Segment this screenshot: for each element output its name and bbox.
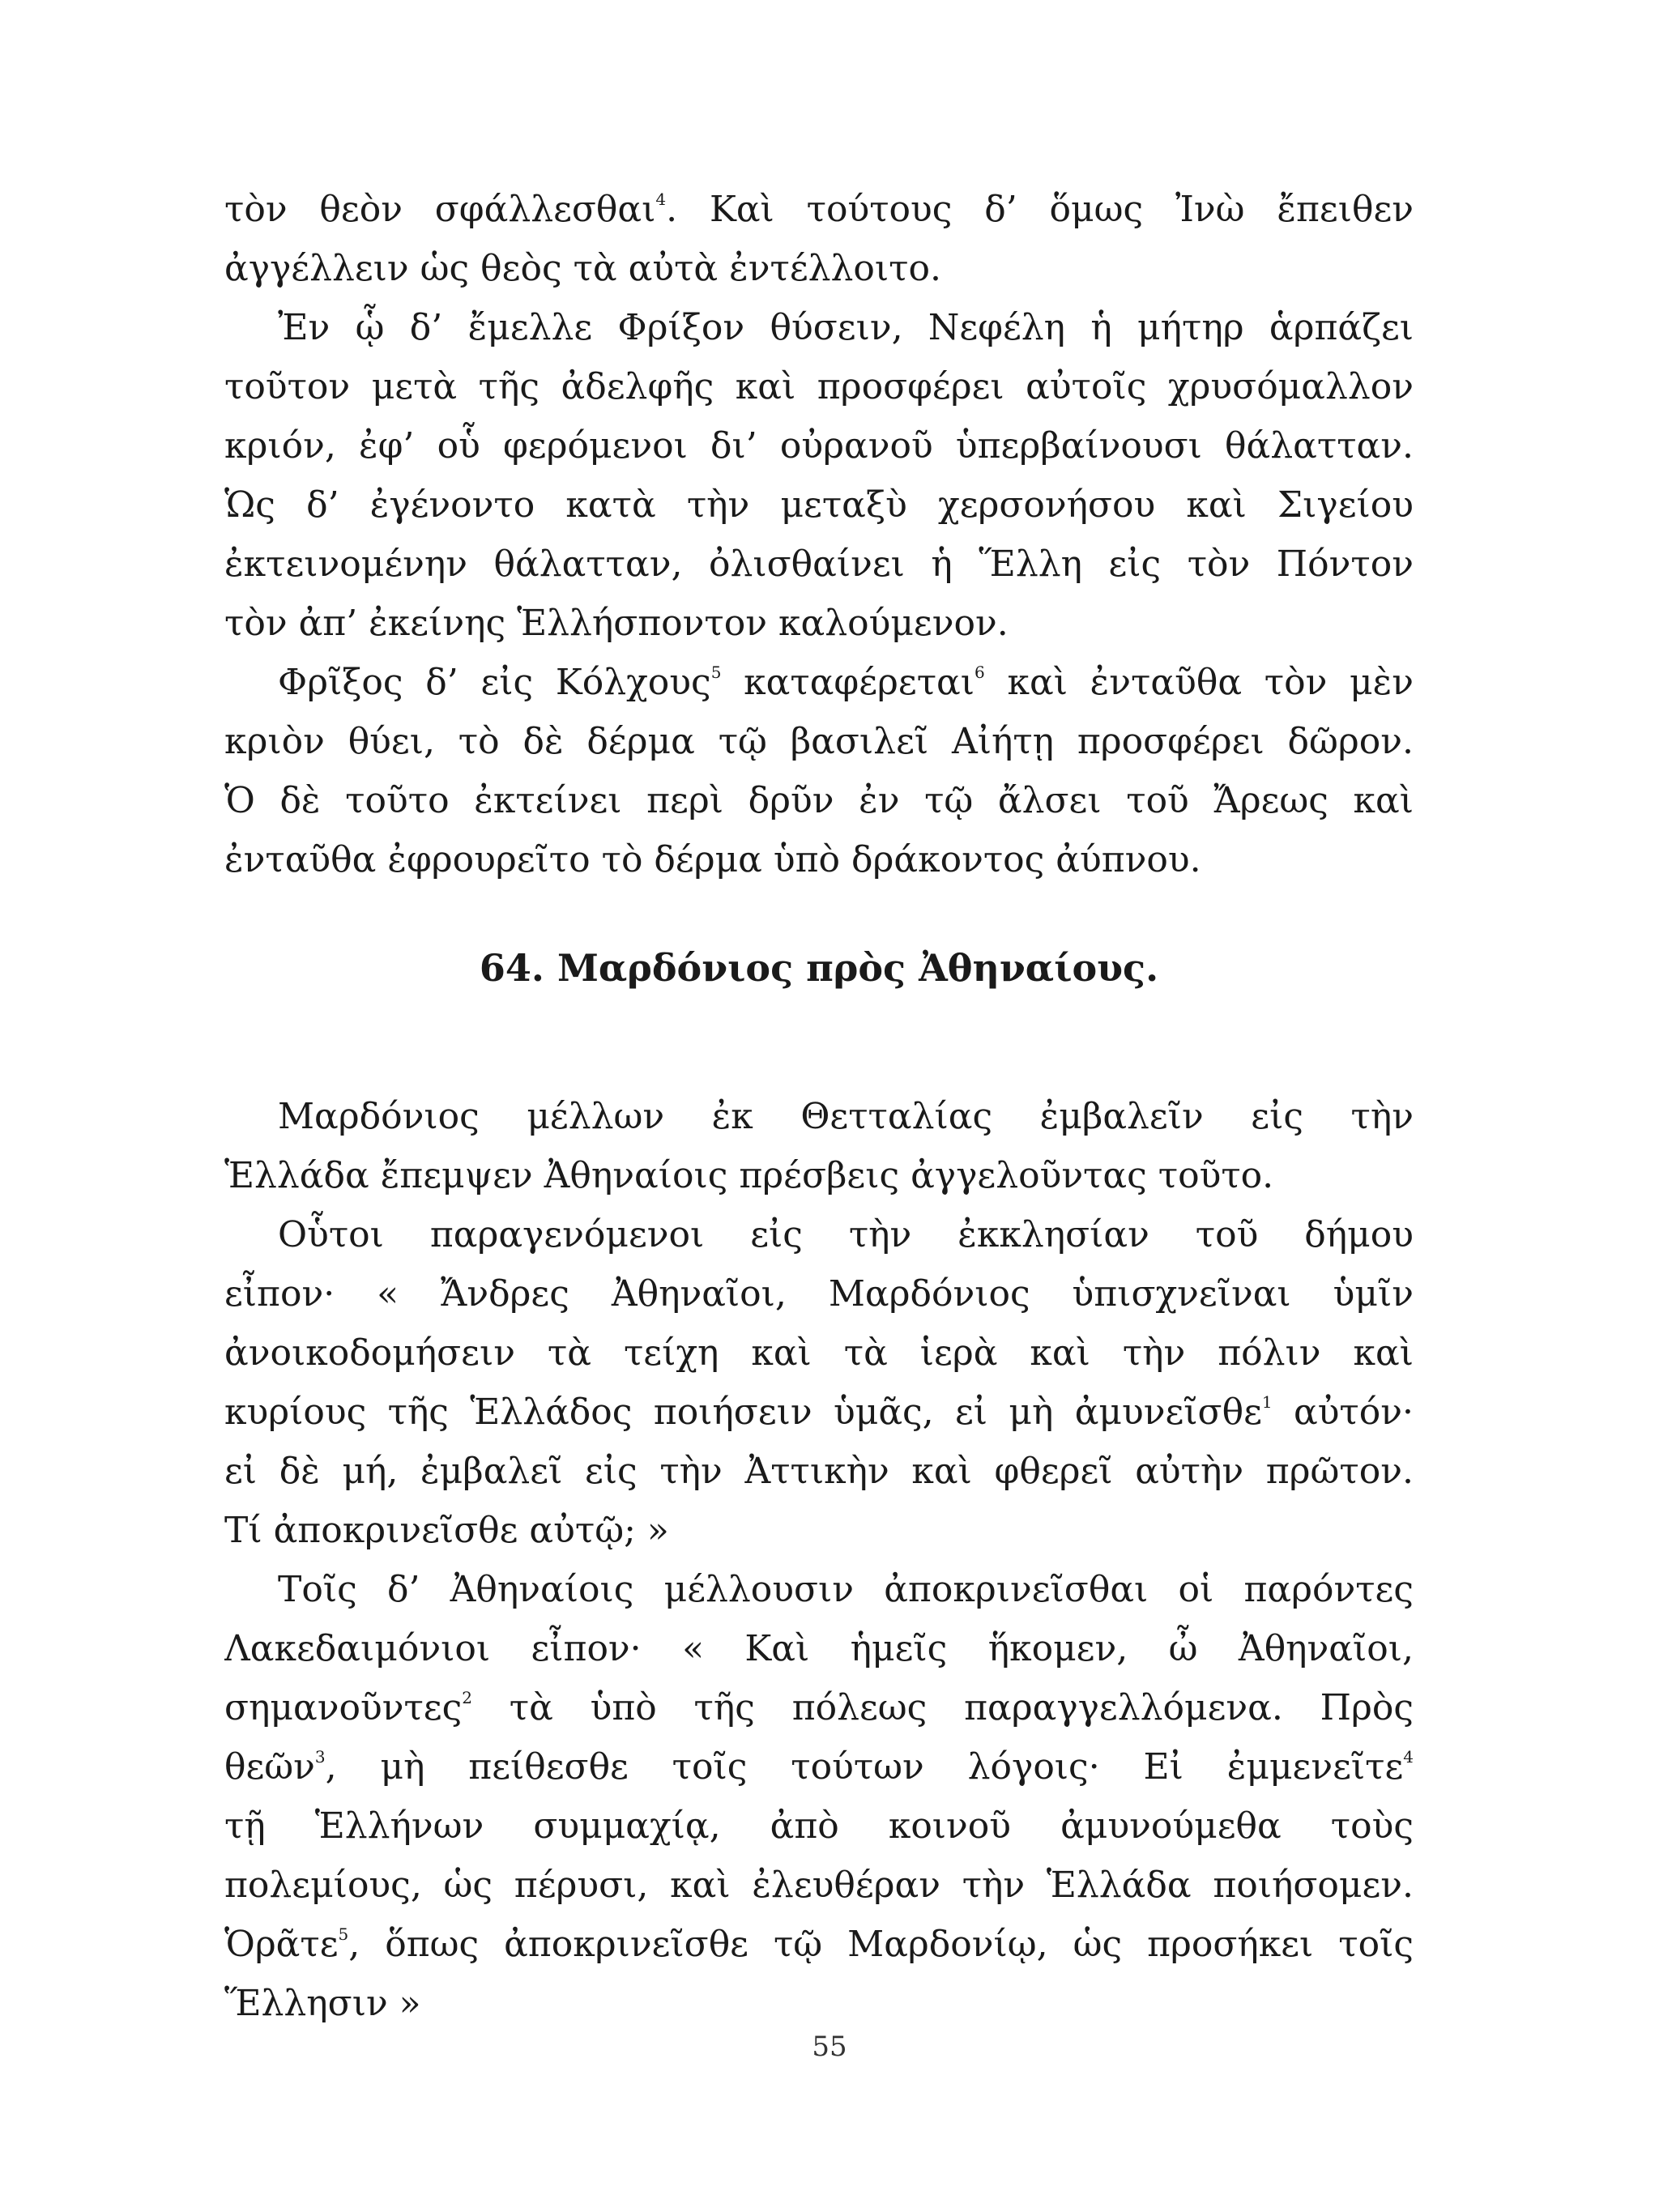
text-line: ἀγγέλλειν ὡς θεὸς τὰ αὐτὰ ἐντέλλοιτο. bbox=[224, 248, 941, 289]
text-line: κριόν, ἐφ’ οὗ φερόμενοι δι’ οὐρανοῦ ὑπερβαίνουσι θάλατταν. bbox=[224, 425, 1414, 467]
text-line: Ὁ δὲ τοῦτο ἐκτείνει περὶ δρῦν ἐν τῷ ἄλσει τοῦ Ἄρεως καὶ bbox=[224, 780, 1414, 821]
paragraph bbox=[224, 1087, 1414, 1205]
paragraph bbox=[224, 298, 1414, 653]
text-line: Ὡς δ’ ἐγένοντο κατὰ τὴν μεταξὺ χερσονήσου καὶ Σιγείου bbox=[224, 484, 1414, 526]
text-line: Ἑλλάδα ἔπεμψεν Ἀθηναίοις πρέσβεις ἀγγελοῦντας τοῦτο. bbox=[224, 1155, 1274, 1196]
footnote-marker: 5 bbox=[710, 663, 722, 682]
text-line: εἶπον· « Ἄνδρες Ἀθηναῖοι, Μαρδόνιος ὑπισχνεῖναι ὑμῖν bbox=[224, 1273, 1414, 1315]
text-line: εἰ δὲ μή, ἐμβαλεῖ εἰς τὴν Ἀττικὴν καὶ φθερεῖ αὐτὴν πρῶτον. bbox=[224, 1451, 1414, 1492]
text-line: θεῶν$^3$, μὴ πείθεσθε τοῖς τούτων λόγοις· Εἰ ἐμμενεῖτε$^4$ bbox=[224, 1746, 1414, 1788]
text-line: ἐκτεινομένην θάλατταν, ὀλισθαίνει ἡ Ἕλλη εἰς τὸν Πόντον bbox=[224, 543, 1414, 585]
text-line: ἐνταῦθα ἐφρουρεῖτο τὸ δέρμα ὑπὸ δράκοντος ἀύπνου. bbox=[224, 839, 1201, 880]
page-body bbox=[224, 180, 1414, 2033]
text-line: Ἕλλησιν » bbox=[224, 1983, 421, 2024]
text-line: τὸν θεὸν σφάλλεσθαι$^4$. Καὶ τούτους δ’ ὅμως Ἰνὼ ἔπειθεν bbox=[224, 189, 1414, 230]
section-heading: 64. Μαρδόνιος πρὸς Ἀθηναίους. bbox=[479, 946, 1159, 990]
text-line: ἀνοικοδομήσειν τὰ τείχη καὶ τὰ ἱερὰ καὶ τὴν πόλιν καὶ bbox=[224, 1332, 1414, 1374]
footnote-marker: 6 bbox=[975, 663, 985, 682]
paragraph bbox=[224, 653, 1414, 889]
text-line: κυρίους τῆς Ἑλλάδος ποιήσειν ὑμᾶς, εἰ μὴ ἀμυνεῖσθε$^1$ αὐτόν· bbox=[224, 1392, 1414, 1433]
text-line: σημανοῦντες$^2$ τὰ ὑπὸ τῆς πόλεως παραγγελλόμενα. Πρὸς bbox=[224, 1687, 1414, 1728]
text-line: τὸν ἀπ’ ἐκείνης Ἑλλήσποντον καλούμενον. bbox=[224, 603, 1009, 644]
footnote-marker: 2 bbox=[462, 1688, 472, 1707]
text-line: τῇ Ἑλλήνων συμμαχίᾳ, ἀπὸ κοινοῦ ἀμυνούμεθα τοὺς bbox=[224, 1805, 1414, 1847]
footnote-marker: 4 bbox=[655, 190, 667, 209]
text-line: Φρῖξος δ’ εἰς Κόλχους$^5$ καταφέρεται$^6$ καὶ ἐνταῦθα τὸν μὲν bbox=[278, 662, 1414, 703]
footnote-marker: 5 bbox=[338, 1924, 349, 1944]
text-line: Ὁρᾶτε$^5$, ὅπως ἀποκρινεῖσθε τῷ Μαρδονίῳ, ὡς προσήκει τοῖς bbox=[224, 1924, 1414, 1965]
text-line: Λακεδαιμόνιοι εἶπον· « Καὶ ἡμεῖς ἥκομεν, ὦ Ἀθηναῖοι, bbox=[224, 1628, 1414, 1669]
text-line: τοῦτον μετὰ τῆς ἀδελφῆς καὶ προσφέρει αὐτοῖς χρυσόμαλλον bbox=[224, 366, 1414, 407]
paragraph bbox=[224, 180, 1414, 298]
text-line: Ἐν ᾧ δ’ ἔμελλε Φρίξον θύσειν, Νεφέλη ἡ μήτηρ ἁρπάζει bbox=[278, 307, 1414, 348]
text-line: Τοῖς δ’ Ἀθηναίοις μέλλουσιν ἀποκρινεῖσθαι οἱ παρόντες bbox=[278, 1569, 1414, 1610]
footnote-marker: 1 bbox=[1261, 1392, 1273, 1412]
text-line: πολεμίους, ὡς πέρυσι, καὶ ἐλευθέραν τὴν Ἑλλάδα ποιήσομεν. bbox=[224, 1865, 1414, 1906]
footnote-marker: 3 bbox=[314, 1747, 326, 1767]
paragraph bbox=[224, 1205, 1414, 1560]
text-line: Μαρδόνιος μέλλων ἐκ Θετταλίας ἐμβαλεῖν εἰς τὴν bbox=[278, 1096, 1414, 1137]
footnote-marker: 4 bbox=[1403, 1747, 1414, 1767]
text-line: Τί ἀποκρινεῖσθε αὐτῷ; » bbox=[224, 1510, 669, 1551]
text-line: Οὗτοι παραγενόμενοι εἰς τὴν ἐκκλησίαν τοῦ δήμου bbox=[278, 1214, 1414, 1255]
paragraph bbox=[224, 1560, 1414, 2033]
text-line: κριὸν θύει, τὸ δὲ δέρμα τῷ βασιλεῖ Αἰήτῃ προσφέρει δῶρον. bbox=[224, 721, 1414, 762]
page-number: 55 bbox=[812, 2031, 847, 2063]
